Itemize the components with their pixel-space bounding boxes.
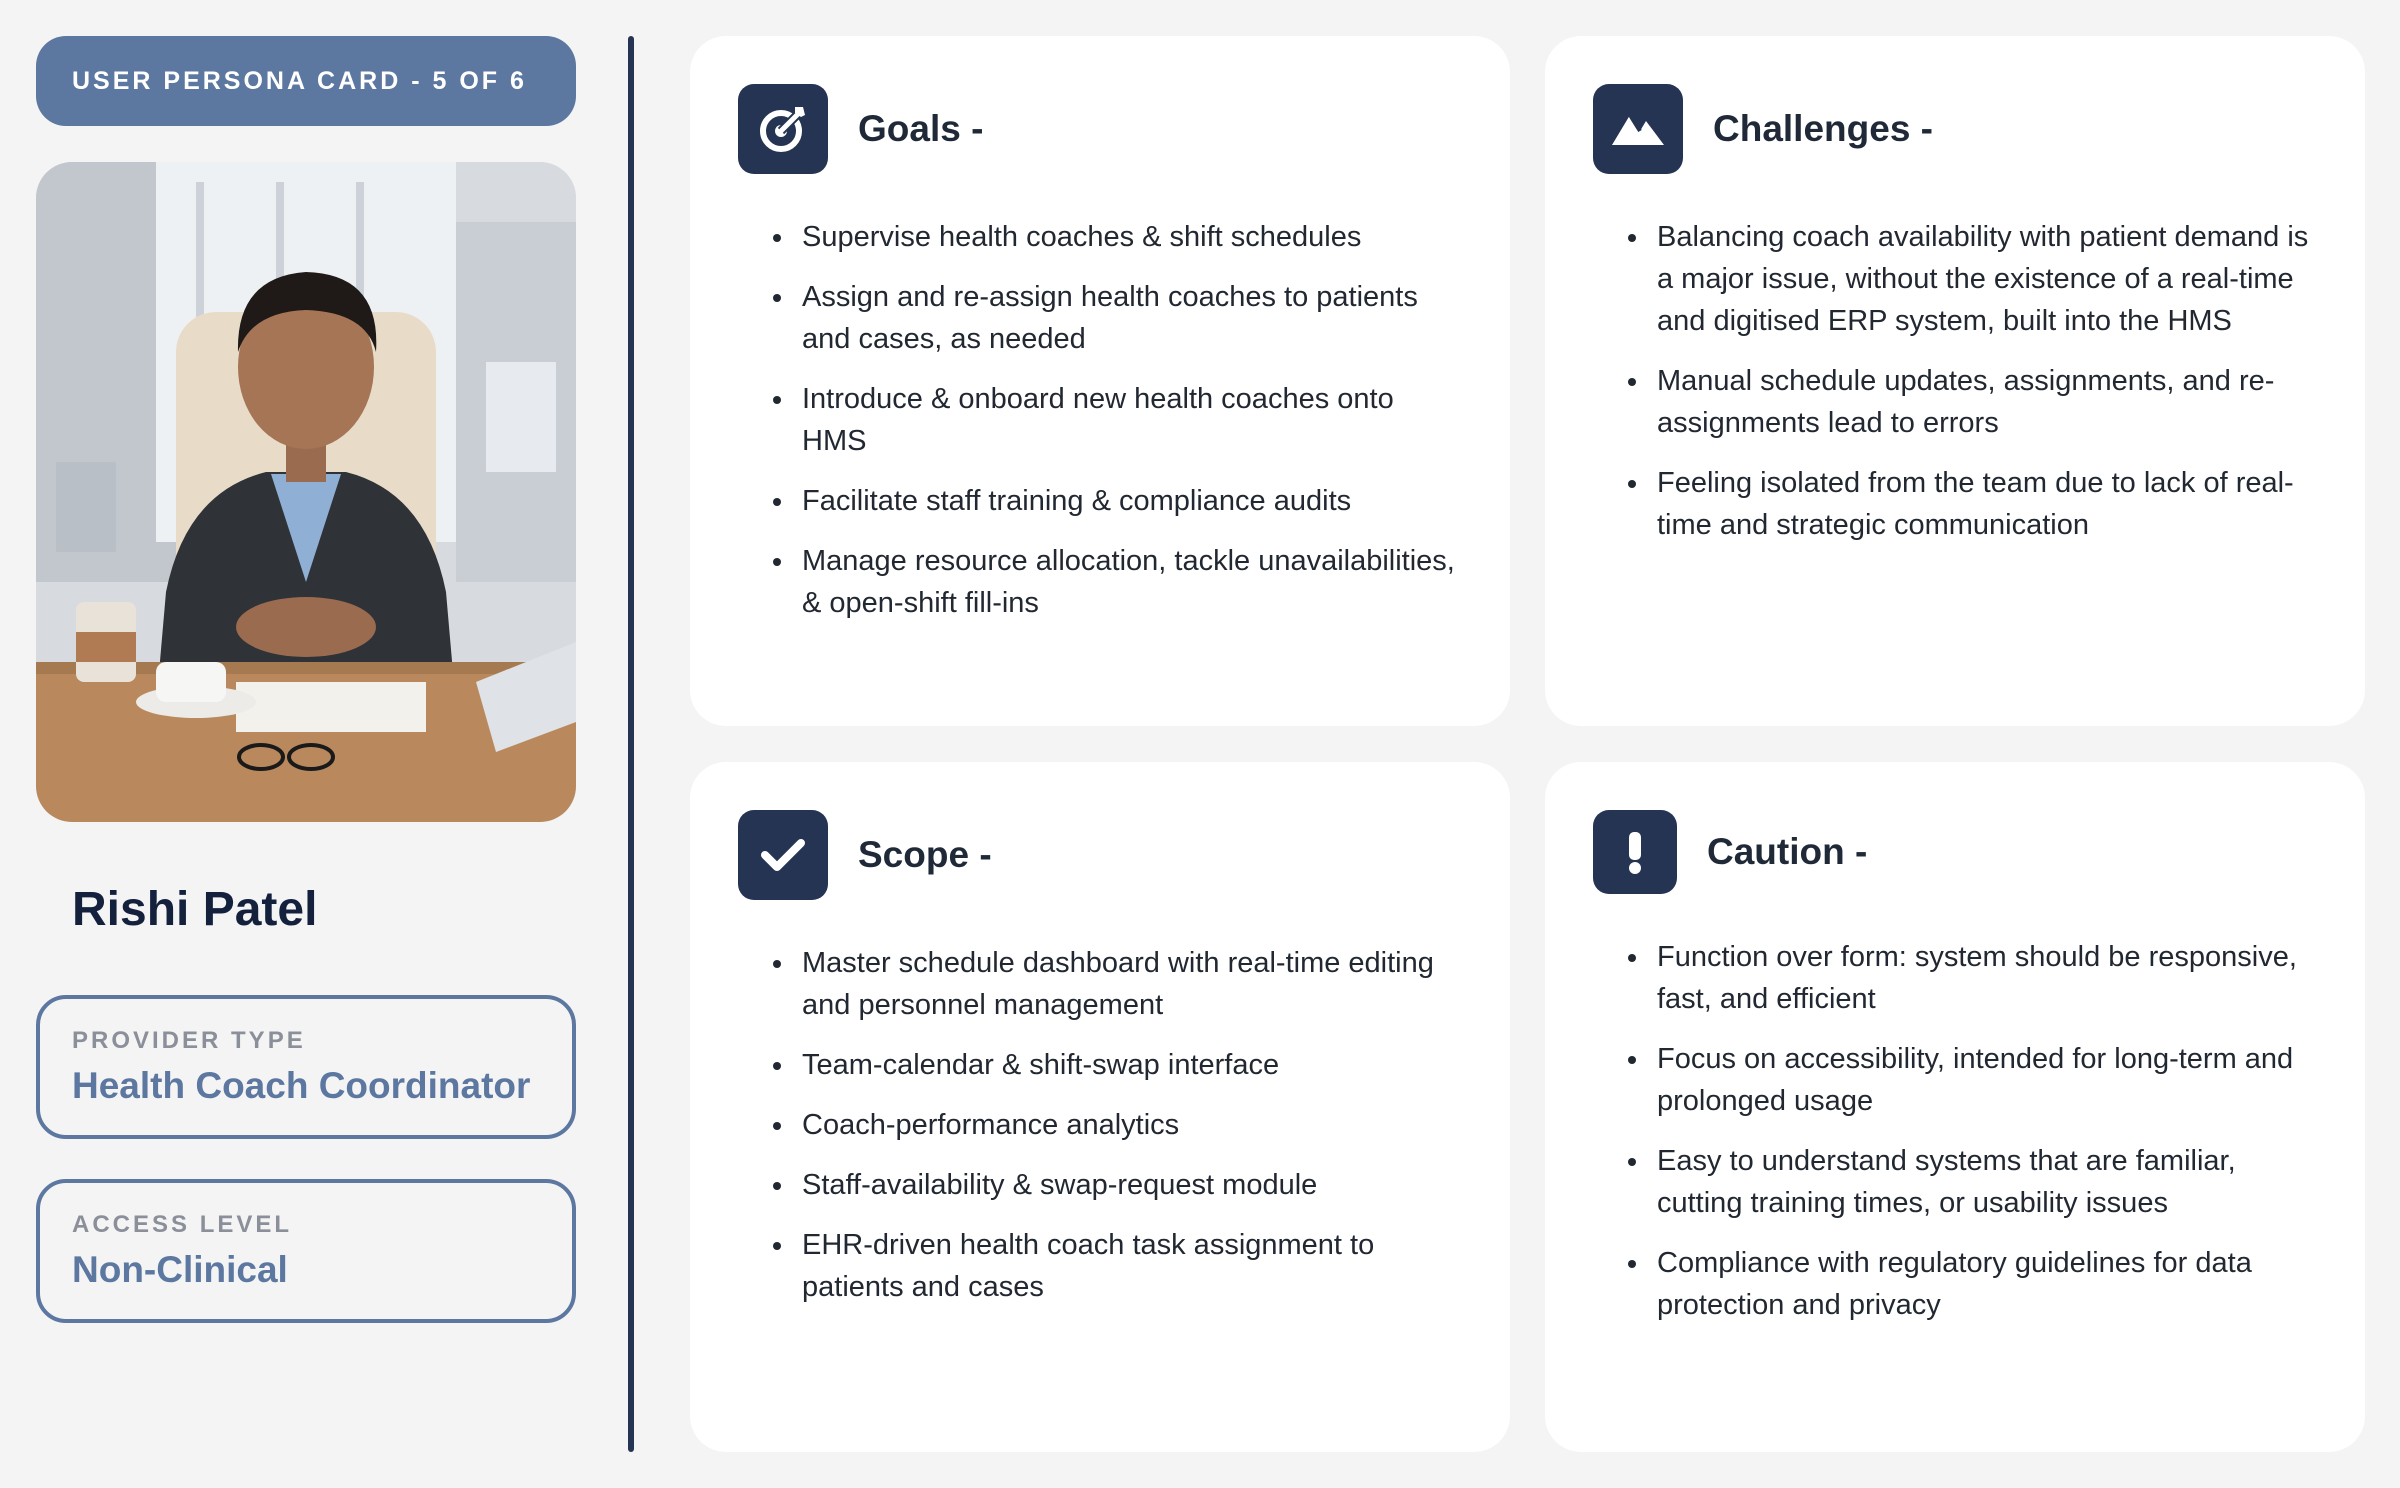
- access-level-label: ACCESS LEVEL: [72, 1211, 293, 1238]
- exclamation-icon: [1593, 810, 1677, 894]
- provider-type-value: Health Coach Coordinator: [72, 1065, 531, 1106]
- scope-title: Scope -: [858, 834, 992, 875]
- scope-list: [738, 942, 1462, 1308]
- goals-list: [738, 216, 1462, 624]
- goals-card: [690, 36, 1510, 726]
- persona-card-badge-label: USER PERSONA CARD - 5 OF 6: [72, 66, 527, 95]
- list-item: • Easy to understand systems that are familiar, cutting training times, or usability issues: [1651, 1140, 2317, 1224]
- target-icon: [738, 84, 828, 174]
- list-item: • Focus on accessibility, intended for long-term and prolonged usage: [1651, 1038, 2317, 1122]
- list-item: • Feeling isolated from the team due to lack of real-time and strategic communication: [1651, 462, 2317, 546]
- list-item: • Supervise health coaches & shift schedules: [796, 216, 1462, 258]
- challenges-card: [1545, 36, 2365, 726]
- list-item: • Manage resource allocation, tackle unavailabilities, & open-shift fill-ins: [796, 540, 1462, 624]
- column-divider: [628, 36, 634, 1452]
- persona-sidebar: [36, 36, 576, 1323]
- checkmark-icon: [738, 810, 828, 900]
- list-item: • EHR-driven health coach task assignment to patients and cases: [796, 1224, 1462, 1308]
- access-level-value: Non-Clinical: [72, 1249, 288, 1290]
- list-item: • Introduce & onboard new health coaches onto HMS: [796, 378, 1462, 462]
- list-item: • Compliance with regulatory guidelines for data protection and privacy: [1651, 1242, 2317, 1326]
- list-item: • Function over form: system should be responsive, fast, and efficient: [1651, 936, 2317, 1020]
- list-item: • Team-calendar & shift-swap interface: [796, 1044, 1462, 1086]
- access-level-box: [36, 1179, 576, 1323]
- list-item: • Assign and re-assign health coaches to patients and cases, as needed: [796, 276, 1462, 360]
- mountain-icon: [1593, 84, 1683, 174]
- persona-photo-illustration: [36, 162, 576, 822]
- list-item: • Balancing coach availability with patient demand is a major issue, without the existence of a real-time and digitised ERP system, built into the HMS: [1651, 216, 2317, 342]
- challenges-title: Challenges -: [1713, 108, 1933, 149]
- list-item: • Staff-availability & swap-request module: [796, 1164, 1462, 1206]
- persona-name: Rishi Patel: [72, 883, 318, 936]
- provider-type-box: [36, 995, 576, 1139]
- scope-card: [690, 762, 1510, 1452]
- list-item: • Master schedule dashboard with real-time editing and personnel management: [796, 942, 1462, 1026]
- provider-type-label: PROVIDER TYPE: [72, 1027, 306, 1054]
- list-item: • Coach-performance analytics: [796, 1104, 1462, 1146]
- persona-card-badge: [36, 36, 576, 126]
- caution-card: [1545, 762, 2365, 1452]
- list-item: • Facilitate staff training & compliance audits: [796, 480, 1462, 522]
- caution-title: Caution -: [1707, 831, 1868, 872]
- caution-list: [1593, 936, 2317, 1326]
- persona-photo: [36, 162, 576, 822]
- challenges-list: [1593, 216, 2317, 546]
- goals-title: Goals -: [858, 108, 984, 149]
- list-item: • Manual schedule updates, assignments, and re-assignments lead to errors: [1651, 360, 2317, 444]
